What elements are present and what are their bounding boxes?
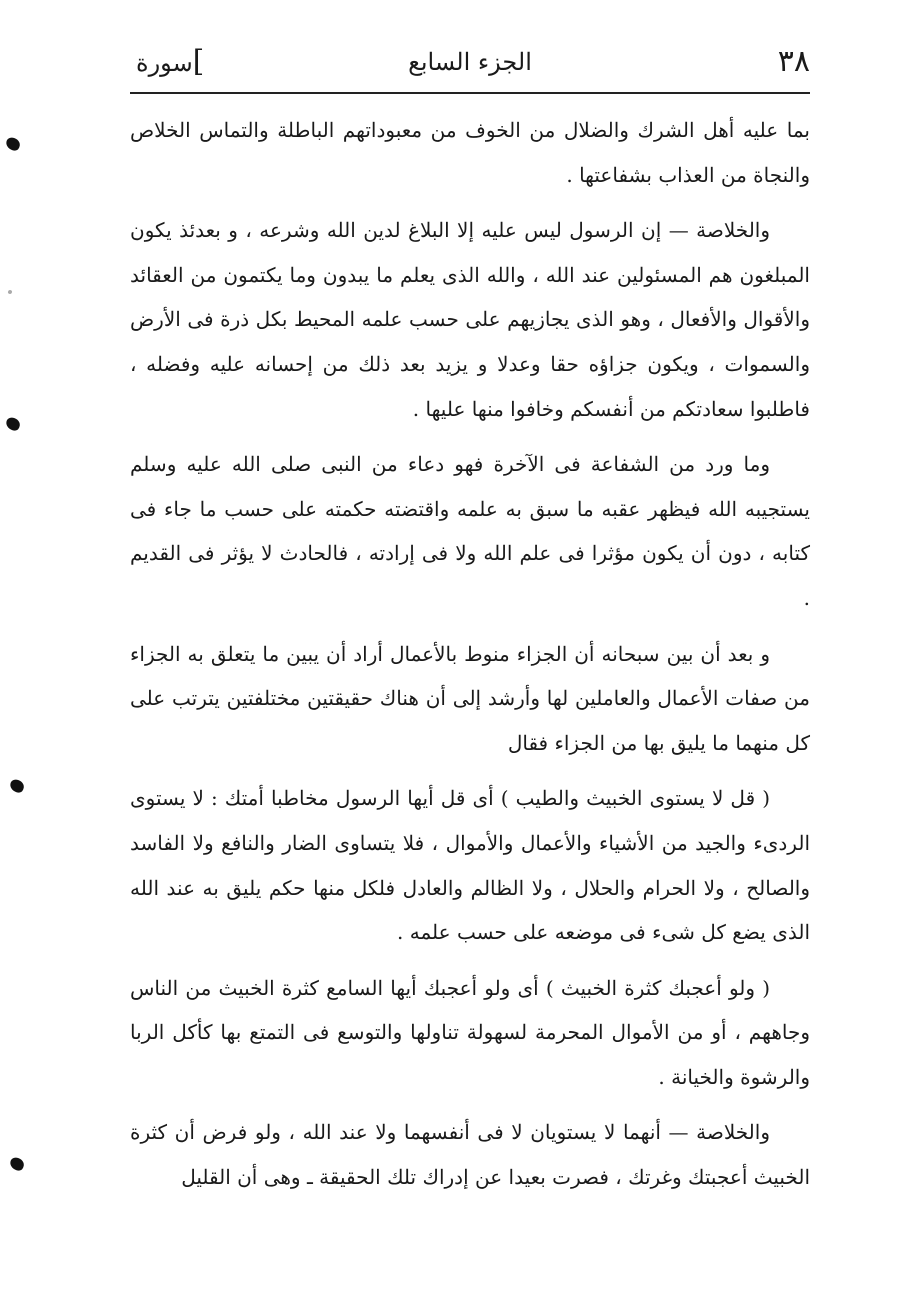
margin-speck-4 [8,778,25,794]
surah-label [136,44,214,81]
paragraph-7: والخلاصة — أنهما لا يستويان لا فى أنفسهما ولا عند الله ، ولو فرض أن كثرة الخبيث أعجبتك وغرتك ، فصرت بعيدا عن إدراك تلك الحقيقة ـ وهى أن القليل [130,1120,810,1190]
body-text [130,108,810,1211]
header-rule [130,92,810,94]
paragraph-6: ( ولو أعجبك كثرة الخبيث ) أى ولو أعجبك أيها السامع كثرة الخبيث من الناس وجاههم ، أو من الأموال المحرمة لسهولة تناولها والتوسع فى التمتع بها كأكل الربا والرشوة والخيانة . [130,975,810,1089]
margin-speck-3 [4,416,21,432]
margin-speck-1 [4,136,21,152]
page-number: ٣٨ [777,44,810,79]
paragraph-5: ( قل لا يستوى الخبيث والطيب ) أى قل أيها الرسول مخاطبا أمتك : لا يستوى الردىء والجيد من الأشياء والأعمال والأموال ، فلا يتساوى الضار والنافع ولا الفاسد والصالح ، ولا الحرام والحلال ، ولا الظالم والعادل فلكل منها حكم يليق به عند الله الذى يضع كل شىء فى موضعه على حسب علمه . [130,786,810,945]
margin-speck-5 [8,1156,25,1172]
part-title: الجزء السابع [408,48,532,76]
surah-label-text: سورة [136,49,193,77]
header-bracket: ] [192,44,205,79]
paragraph-3: وما ورد من الشفاعة فى الآخرة فهو دعاء من النبى صلى الله عليه وسلم يستجيبه الله فيظهر عقبه ما سبق به علمه واقتضته حكمته على حسب ما جاء فى كتابه ، دون أن يكون مؤثرا فى علم الله ولا فى إرادته ، فالحادث لا يؤثر فى القديم . [130,452,810,610]
running-header [130,40,810,90]
margin-speck-2 [7,289,12,294]
paragraph-2: والخلاصة — إن الرسول ليس عليه إلا البلاغ لدين الله وشرعه ، و بعدئذ يكون المبلغون هم المسئولين عند الله ، والله الذى يعلم ما يبدون وما يكتمون من العقائد والأقوال والأفعال ، وهو الذى يجازيهم على حسب علمه المحيط بكل ذرة فى الأرض والسموات ، ويكون جزاؤه حقا وعدلا و يزيد بعد ذلك من إحسانه عليه وفضله ، فاطلبوا سعادتكم من أنفسكم وخافوا منها عليها . [130,218,810,421]
paragraph-1: بما عليه أهل الشرك والضلال من الخوف من معبوداتهم الباطلة والتماس الخلاص والنجاة من العذاب بشفاعتها . [130,118,810,187]
paragraph-4: و بعد أن بين سبحانه أن الجزاء منوط بالأعمال أراد أن يبين ما يتعلق به الجزاء من صفات الأعمال والعاملين لها وأرشد إلى أن هناك حقيقتين مختلفتين يترتب على كل منهما ما يليق بها من الجزاء فقال [130,641,810,755]
